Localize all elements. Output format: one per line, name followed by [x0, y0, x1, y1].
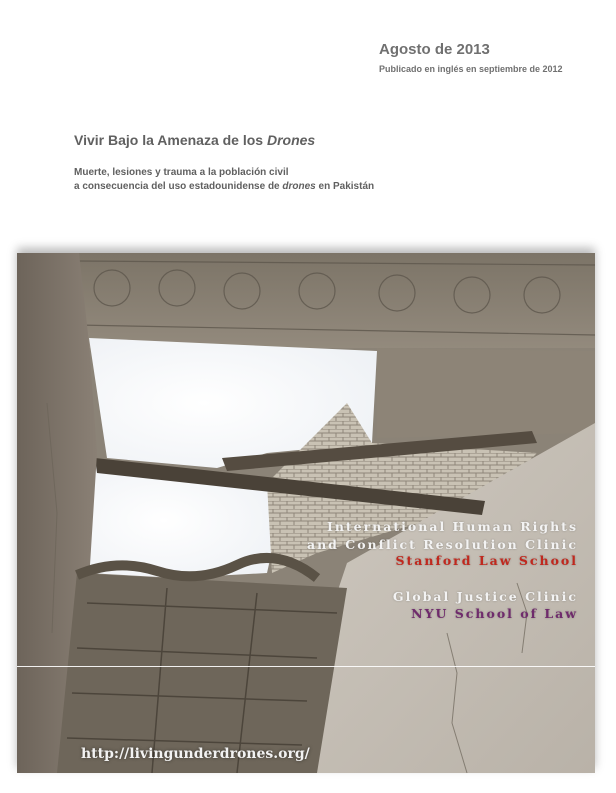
subtitle-line-2-a: a consecuencia del uso estadounidense de: [74, 181, 283, 192]
report-title-main: Vivir Bajo la Amenaza de los: [74, 132, 267, 148]
nyu-school-of-law: NYU School of Law: [411, 606, 578, 621]
cover-photo: [17, 253, 595, 773]
report-subtitle: [74, 166, 374, 194]
website-url[interactable]: http://livingunderdrones.org/: [81, 746, 310, 762]
report-title-emphasis: Drones: [266, 132, 316, 148]
date: Agosto de 2013: [379, 41, 490, 58]
subtitle-line-2: [74, 180, 374, 194]
clinic-line-4: Global Justice Clinic: [392, 589, 578, 604]
subtitle-line-2-b: en Pakistán: [315, 181, 375, 192]
clinic-line-2: and Conflict Resolution Clinic: [306, 537, 578, 552]
published-note: Publicado en inglés en septiembre de 2012: [379, 64, 563, 74]
subtitle-line-1: Muerte, lesiones y trauma a la población civil: [74, 167, 289, 178]
report-title: [74, 132, 315, 148]
clinic-line-1: International Human Rights: [326, 519, 578, 534]
divider-rule: [17, 666, 595, 667]
stanford-law-school: Stanford Law School: [395, 553, 578, 568]
damaged-ceiling-illustration: [17, 253, 595, 773]
subtitle-line-2-emphasis: drones: [282, 181, 316, 192]
